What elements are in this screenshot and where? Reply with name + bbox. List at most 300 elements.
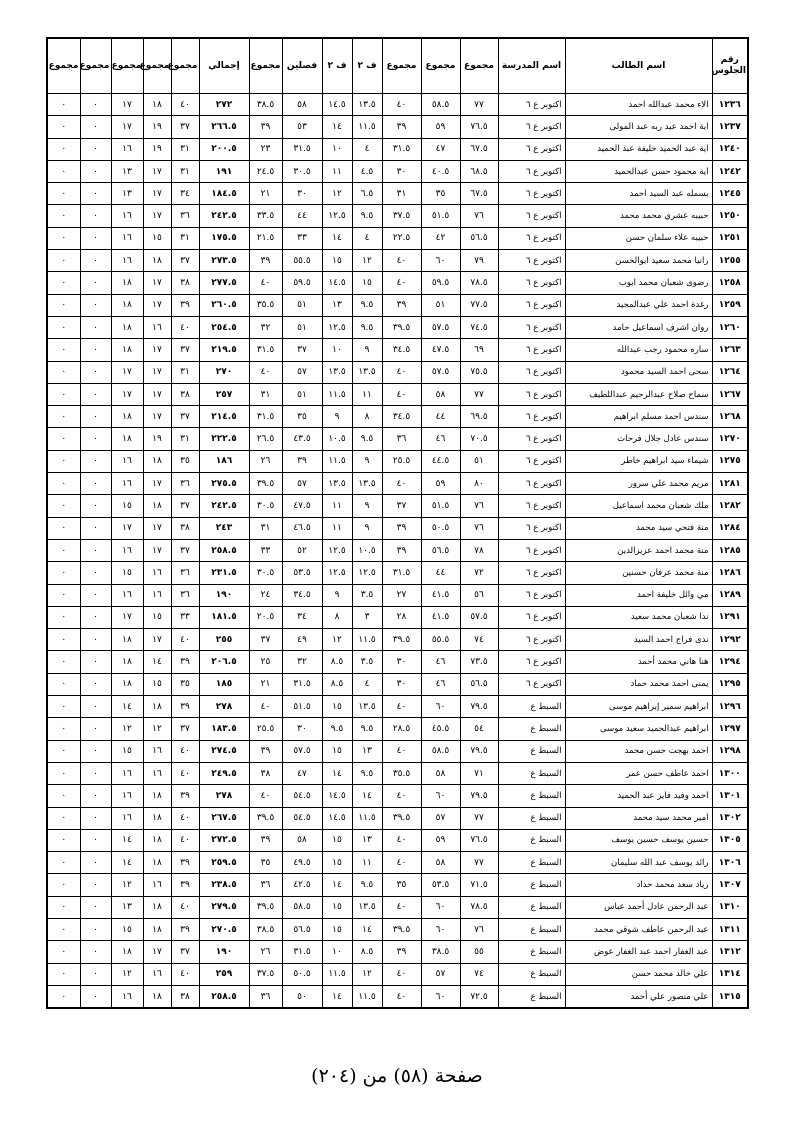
score-cell: ١٦	[143, 562, 171, 584]
score-cell: ٣١	[249, 383, 282, 405]
score-cell: ١٤.٥	[322, 272, 352, 294]
score-cell: ٠	[80, 963, 111, 985]
seat-number-cell: ١٢٩٨	[712, 740, 748, 762]
score-cell: ٠	[47, 383, 80, 405]
table-row	[47, 896, 748, 918]
seat-number-cell: ١٣١٢	[712, 941, 748, 963]
table-row	[47, 383, 748, 405]
school-name-cell: اكتوبر ع ٦	[498, 160, 565, 182]
score-cell: ٠	[80, 941, 111, 963]
score-cell: ٤٩	[282, 629, 322, 651]
score-cell: ٥٧.٥	[421, 361, 460, 383]
results-table	[46, 37, 749, 1009]
score-cell: ٠	[80, 629, 111, 651]
score-cell: ٣١	[249, 517, 282, 539]
score-cell: ١٥	[322, 852, 352, 874]
school-name-cell: اكتوبر ع ٦	[498, 227, 565, 249]
header-total-g: مجموع	[111, 38, 143, 94]
school-name-cell: اكتوبر ع ٦	[498, 606, 565, 628]
grand-total-cell: ٢٤٢.٥	[199, 205, 249, 227]
score-cell: ٠	[80, 918, 111, 940]
score-cell: ١٢	[352, 963, 382, 985]
score-cell: ٥٤	[460, 718, 498, 740]
score-cell: ٣٤.٥	[382, 406, 421, 428]
table-row	[47, 361, 748, 383]
header-term2-a: ف ٢	[352, 38, 382, 94]
score-cell: ١٢.٥	[322, 562, 352, 584]
score-cell: ١٧	[143, 941, 171, 963]
score-cell: ٤٠	[171, 762, 199, 784]
score-cell: ٧٩.٥	[460, 696, 498, 718]
score-cell: ٠	[80, 539, 111, 561]
header-total-d: مجموع	[249, 38, 282, 94]
score-cell: ١٧	[143, 339, 171, 361]
score-cell: ٣	[352, 606, 382, 628]
score-cell: ٣١	[171, 361, 199, 383]
score-cell: ٣٧	[249, 629, 282, 651]
student-name-cell: علي منصور علي أحمد	[565, 985, 712, 1008]
score-cell: ١٣	[352, 740, 382, 762]
score-cell: ٠	[47, 740, 80, 762]
score-cell: ٣٦	[171, 562, 199, 584]
score-cell: ١٧	[143, 406, 171, 428]
score-cell: ٣٩.٥	[382, 316, 421, 338]
score-cell: ٣٠.٥	[249, 562, 282, 584]
score-cell: ٠	[80, 205, 111, 227]
score-cell: ٥٠.٥	[421, 517, 460, 539]
header-seat-number: رقم الجلوس	[712, 38, 748, 94]
score-cell: ٣٩.٥	[382, 918, 421, 940]
score-cell: ١٨	[143, 785, 171, 807]
score-cell: ٤٥.٥	[421, 718, 460, 740]
school-name-cell: السبط ع	[498, 785, 565, 807]
score-cell: ٩	[322, 584, 352, 606]
table-row	[47, 718, 748, 740]
score-cell: ٠	[47, 160, 80, 182]
score-cell: ٩.٥	[352, 294, 382, 316]
score-cell: ٥١	[282, 383, 322, 405]
score-cell: ٣٩	[171, 874, 199, 896]
score-cell: ٩.٥	[352, 718, 382, 740]
score-cell: ٠	[80, 94, 111, 116]
score-cell: ٠	[47, 316, 80, 338]
grand-total-cell: ٢٤٣	[199, 517, 249, 539]
score-cell: ١٧	[111, 116, 143, 138]
score-cell: ١٢	[111, 718, 143, 740]
score-cell: ٥٥.٥	[421, 629, 460, 651]
score-cell: ٣٨	[171, 383, 199, 405]
student-name-cell: رانيا محمد سعيد ابوالحسن	[565, 250, 712, 272]
score-cell: ٠	[80, 450, 111, 472]
score-cell: ٣٠	[382, 160, 421, 182]
seat-number-cell: ١٢٣٦	[712, 94, 748, 116]
score-cell: ٠	[80, 651, 111, 673]
student-name-cell: اية محمود حسن عبدالحميد	[565, 160, 712, 182]
score-cell: ١٧	[111, 383, 143, 405]
seat-number-cell: ١٣٠٠	[712, 762, 748, 784]
score-cell: ١٨	[111, 316, 143, 338]
seat-number-cell: ١٣١٤	[712, 963, 748, 985]
score-cell: ٧٦	[460, 205, 498, 227]
score-cell: ٥٩.٥	[421, 272, 460, 294]
student-name-cell: حبيبه عشري محمد محمد	[565, 205, 712, 227]
score-cell: ١٦	[111, 985, 143, 1008]
score-cell: ٣٧.٥	[382, 205, 421, 227]
score-cell: ٠	[80, 740, 111, 762]
score-cell: ١٥	[143, 606, 171, 628]
score-cell: ١٣	[352, 829, 382, 851]
score-cell: ٤٠	[382, 473, 421, 495]
seat-number-cell: ١٢٦٠	[712, 316, 748, 338]
score-cell: ٤	[352, 227, 382, 249]
score-cell: ٠	[80, 473, 111, 495]
score-cell: ٣٩.٥	[249, 896, 282, 918]
school-name-cell: السبط ع	[498, 941, 565, 963]
score-cell: ٠	[80, 874, 111, 896]
student-name-cell: شيماء سيد ابراهيم خاطر	[565, 450, 712, 472]
student-name-cell: ساره محمود رجب عبدالله	[565, 339, 712, 361]
score-cell: ٣٩	[171, 294, 199, 316]
student-name-cell: احمد وفيد فايز عبد الحميد	[565, 785, 712, 807]
table-row	[47, 94, 748, 116]
score-cell: ٠	[80, 316, 111, 338]
score-cell: ٦٨.٥	[460, 160, 498, 182]
score-cell: ١٤	[143, 651, 171, 673]
school-name-cell: اكتوبر ع ٦	[498, 651, 565, 673]
score-cell: ٢٨.٥	[382, 718, 421, 740]
score-cell: ١٢	[322, 183, 352, 205]
score-cell: ١٠	[322, 941, 352, 963]
score-cell: ١٥	[322, 740, 352, 762]
score-cell: ٤١.٥	[421, 584, 460, 606]
score-cell: ٣٥	[282, 406, 322, 428]
score-cell: ٧٧	[460, 94, 498, 116]
grand-total-cell: ٢٧٥.٥	[199, 473, 249, 495]
table-row	[47, 428, 748, 450]
student-name-cell: اية احمد عبد ربه عبد المولى	[565, 116, 712, 138]
score-cell: ١٨	[111, 673, 143, 695]
grand-total-cell: ٢٥٩	[199, 963, 249, 985]
student-name-cell: احمد عاطف حسن عمر	[565, 762, 712, 784]
score-cell: ٣٧	[282, 339, 322, 361]
table-row	[47, 918, 748, 940]
seat-number-cell: ١٢٤٠	[712, 138, 748, 160]
score-cell: ١٨	[143, 250, 171, 272]
score-cell: ٠	[47, 539, 80, 561]
table-row	[47, 517, 748, 539]
score-cell: ٠	[47, 116, 80, 138]
score-cell: ٣٠.٥	[249, 495, 282, 517]
grand-total-cell: ٢٦٦.٥	[199, 116, 249, 138]
score-cell: ٨	[352, 406, 382, 428]
score-cell: ١٤.٥	[322, 807, 352, 829]
school-name-cell: اكتوبر ع ٦	[498, 339, 565, 361]
score-cell: ٤	[352, 138, 382, 160]
score-cell: ١٧	[111, 606, 143, 628]
score-cell: ١٦	[111, 205, 143, 227]
score-cell: ١٢	[322, 629, 352, 651]
score-cell: ٤٤	[421, 562, 460, 584]
header-term2-b: ف ٢	[322, 38, 352, 94]
score-cell: ٢٢.٥	[382, 227, 421, 249]
score-cell: ٧٣.٥	[460, 651, 498, 673]
table-row	[47, 495, 748, 517]
score-cell: ٠	[80, 294, 111, 316]
score-cell: ٦٧.٥	[460, 183, 498, 205]
school-name-cell: اكتوبر ع ٦	[498, 361, 565, 383]
score-cell: ١٨	[111, 294, 143, 316]
student-name-cell: عبد الغفار احمد عبد الغفار عوض	[565, 941, 712, 963]
score-cell: ٣٥.٥	[382, 762, 421, 784]
score-cell: ٧٩.٥	[460, 785, 498, 807]
school-name-cell: السبط ع	[498, 762, 565, 784]
score-cell: ٣٩	[382, 941, 421, 963]
score-cell: ٠	[47, 852, 80, 874]
score-cell: ١١.٥	[322, 963, 352, 985]
table-row	[47, 785, 748, 807]
seat-number-cell: ١٢٣٧	[712, 116, 748, 138]
score-cell: ٨	[322, 606, 352, 628]
seat-number-cell: ١٢٤٥	[712, 183, 748, 205]
student-name-cell: مريم محمد علي سرور	[565, 473, 712, 495]
score-cell: ٢٥.٥	[249, 718, 282, 740]
table-row	[47, 985, 748, 1008]
score-cell: ٠	[47, 183, 80, 205]
score-cell: ٥٨	[282, 94, 322, 116]
school-name-cell: السبط ع	[498, 963, 565, 985]
seat-number-cell: ١٢٥١	[712, 227, 748, 249]
score-cell: ٣٩	[171, 696, 199, 718]
score-cell: ١٦	[111, 473, 143, 495]
school-name-cell: اكتوبر ع ٦	[498, 272, 565, 294]
score-cell: ٥٤.٥	[282, 807, 322, 829]
table-row	[47, 606, 748, 628]
score-cell: ١٦	[111, 227, 143, 249]
score-cell: ١٣	[322, 294, 352, 316]
score-cell: ٧٧.٥	[460, 294, 498, 316]
score-cell: ٣٧	[171, 941, 199, 963]
score-cell: ٧٨	[460, 539, 498, 561]
score-cell: ٤٠	[382, 896, 421, 918]
score-cell: ٥٠.٥	[282, 963, 322, 985]
header-total-h: مجموع	[80, 38, 111, 94]
school-name-cell: اكتوبر ع ٦	[498, 473, 565, 495]
seat-number-cell: ١٢٦٣	[712, 339, 748, 361]
score-cell: ٠	[47, 673, 80, 695]
score-cell: ٥١	[282, 316, 322, 338]
score-cell: ٣١	[171, 160, 199, 182]
grand-total-cell: ٢٥٤.٥	[199, 316, 249, 338]
score-cell: ٠	[47, 829, 80, 851]
grand-total-cell: ٢٧٠	[199, 361, 249, 383]
score-cell: ٠	[47, 896, 80, 918]
table-row	[47, 227, 748, 249]
school-name-cell: اكتوبر ع ٦	[498, 138, 565, 160]
score-cell: ٣٣.٥	[249, 205, 282, 227]
score-cell: ٣٩	[171, 852, 199, 874]
score-cell: ٥١	[421, 294, 460, 316]
score-cell: ١٤	[322, 227, 352, 249]
score-cell: ٧٠.٥	[460, 428, 498, 450]
score-cell: ٤٠.٥	[421, 160, 460, 182]
score-cell: ٥١.٥	[421, 495, 460, 517]
score-cell: ٧٤	[460, 629, 498, 651]
score-cell: ٣٤	[282, 606, 322, 628]
score-cell: ١٧	[143, 383, 171, 405]
score-cell: ٠	[47, 294, 80, 316]
score-cell: ٦٧.٥	[460, 138, 498, 160]
seat-number-cell: ١٣٠٦	[712, 852, 748, 874]
score-cell: ٥١.٥	[282, 696, 322, 718]
score-cell: ٠	[47, 227, 80, 249]
score-cell: ٤٧.٥	[421, 339, 460, 361]
score-cell: ١٣	[111, 896, 143, 918]
grand-total-cell: ٢٧٨	[199, 785, 249, 807]
score-cell: ٣٣	[282, 227, 322, 249]
student-name-cell: سندس احمد مسلم ابراهيم	[565, 406, 712, 428]
grand-total-cell: ٢٧٧.٥	[199, 272, 249, 294]
student-name-cell: ابراهيم سمير إبراهيم موسى	[565, 696, 712, 718]
grand-total-cell: ٢٥٧	[199, 383, 249, 405]
grand-total-cell: ٢٦٧.٥	[199, 807, 249, 829]
score-cell: ١٤	[322, 874, 352, 896]
score-cell: ١٥	[143, 673, 171, 695]
header-total-c: مجموع	[382, 38, 421, 94]
score-cell: ٥٩	[421, 473, 460, 495]
score-cell: ٣١.٥	[249, 406, 282, 428]
score-cell: ١٨	[111, 272, 143, 294]
school-name-cell: السبط ع	[498, 852, 565, 874]
score-cell: ٦٠	[421, 985, 460, 1008]
grand-total-cell: ١٩٠	[199, 941, 249, 963]
score-cell: ١٤	[352, 918, 382, 940]
seat-number-cell: ١٢٥٥	[712, 250, 748, 272]
score-cell: ١٦	[111, 138, 143, 160]
student-name-cell: الاء محمد عبدالله احمد	[565, 94, 712, 116]
score-cell: ٣١	[382, 183, 421, 205]
student-name-cell: رضوى شعبان محمد ايوب	[565, 272, 712, 294]
score-cell: ٩	[352, 339, 382, 361]
score-cell: ٠	[80, 762, 111, 784]
score-cell: ٠	[80, 272, 111, 294]
score-cell: ٣٩.٥	[249, 473, 282, 495]
school-name-cell: اكتوبر ع ٦	[498, 584, 565, 606]
score-cell: ١١.٥	[352, 807, 382, 829]
score-cell: ١٦	[143, 963, 171, 985]
score-cell: ٤٠	[382, 94, 421, 116]
score-cell: ١٣.٥	[322, 361, 352, 383]
seat-number-cell: ١٢٨٦	[712, 562, 748, 584]
score-cell: ١٣.٥	[322, 473, 352, 495]
score-cell: ١٦	[143, 584, 171, 606]
grand-total-cell: ٢٤٢.٥	[199, 495, 249, 517]
score-cell: ٣٦	[171, 473, 199, 495]
score-cell: ٤٠	[249, 272, 282, 294]
score-cell: ١٢.٥	[322, 205, 352, 227]
grand-total-cell: ١٨٣.٥	[199, 718, 249, 740]
score-cell: ٥٩	[421, 829, 460, 851]
score-cell: ٠	[80, 584, 111, 606]
score-cell: ٤٠	[382, 272, 421, 294]
score-cell: ٣١.٥	[282, 941, 322, 963]
score-cell: ٥٩	[421, 116, 460, 138]
score-cell: ٣٧	[171, 718, 199, 740]
score-cell: ٠	[47, 361, 80, 383]
student-name-cell: سندس عادل جلال فرحات	[565, 428, 712, 450]
score-cell: ٠	[80, 339, 111, 361]
score-cell: ٣٠.٥	[282, 160, 322, 182]
score-cell: ٣٠	[282, 183, 322, 205]
student-name-cell: عبد الرحمن عاطف شوقي محمد	[565, 918, 712, 940]
score-cell: ٢٤	[249, 584, 282, 606]
score-cell: ٥٩.٥	[282, 272, 322, 294]
score-cell: ١٤	[111, 696, 143, 718]
score-cell: ١٠.٥	[352, 539, 382, 561]
score-cell: ٠	[80, 852, 111, 874]
score-cell: ٣١	[171, 227, 199, 249]
score-cell: ٥٨	[421, 762, 460, 784]
score-cell: ٣٧	[171, 539, 199, 561]
student-name-cell: احمد بهجت حسن محمد	[565, 740, 712, 762]
school-name-cell: السبط ع	[498, 918, 565, 940]
score-cell: ٤٠	[382, 963, 421, 985]
score-cell: ٠	[47, 718, 80, 740]
score-cell: ٩.٥	[352, 428, 382, 450]
table-row	[47, 116, 748, 138]
score-cell: ١٣	[111, 183, 143, 205]
score-cell: ٠	[47, 138, 80, 160]
score-cell: ٠	[47, 696, 80, 718]
score-cell: ٣٩	[171, 651, 199, 673]
score-cell: ٩	[352, 450, 382, 472]
table-row	[47, 629, 748, 651]
score-cell: ٤٦	[421, 651, 460, 673]
grand-total-cell: ٢٥٥	[199, 629, 249, 651]
score-cell: ٢٦	[249, 941, 282, 963]
score-cell: ٣٥	[171, 673, 199, 695]
score-cell: ٣.٥	[352, 584, 382, 606]
score-cell: ١٧	[143, 205, 171, 227]
score-cell: ٢٥	[249, 651, 282, 673]
score-cell: ٤٠	[382, 852, 421, 874]
score-cell: ٠	[47, 517, 80, 539]
score-cell: ٦٠	[421, 250, 460, 272]
score-cell: ٩.٥	[352, 762, 382, 784]
score-cell: ٣٤.٥	[382, 339, 421, 361]
student-name-cell: يمنى احمد محمد حماد	[565, 673, 712, 695]
score-cell: ٣٥	[421, 183, 460, 205]
score-cell: ٧٧	[460, 807, 498, 829]
score-cell: ٠	[47, 495, 80, 517]
score-cell: ٤٠	[382, 740, 421, 762]
score-cell: ٩.٥	[322, 718, 352, 740]
score-cell: ٥٨	[282, 829, 322, 851]
score-cell: ٣١.٥	[282, 673, 322, 695]
score-cell: ٣٧	[171, 116, 199, 138]
table-row	[47, 874, 748, 896]
table-row	[47, 450, 748, 472]
score-cell: ٤٠	[171, 94, 199, 116]
score-cell: ٥٣.٥	[421, 874, 460, 896]
score-cell: ٤٠	[171, 740, 199, 762]
school-name-cell: السبط ع	[498, 718, 565, 740]
score-cell: ٣٣	[171, 606, 199, 628]
score-cell: ١٧	[111, 94, 143, 116]
school-name-cell: السبط ع	[498, 896, 565, 918]
score-cell: ٠	[47, 473, 80, 495]
grand-total-cell: ٢٣٨.٥	[199, 874, 249, 896]
page-number: صفحة (٥٨) من (٢٠٤)	[311, 1065, 483, 1087]
